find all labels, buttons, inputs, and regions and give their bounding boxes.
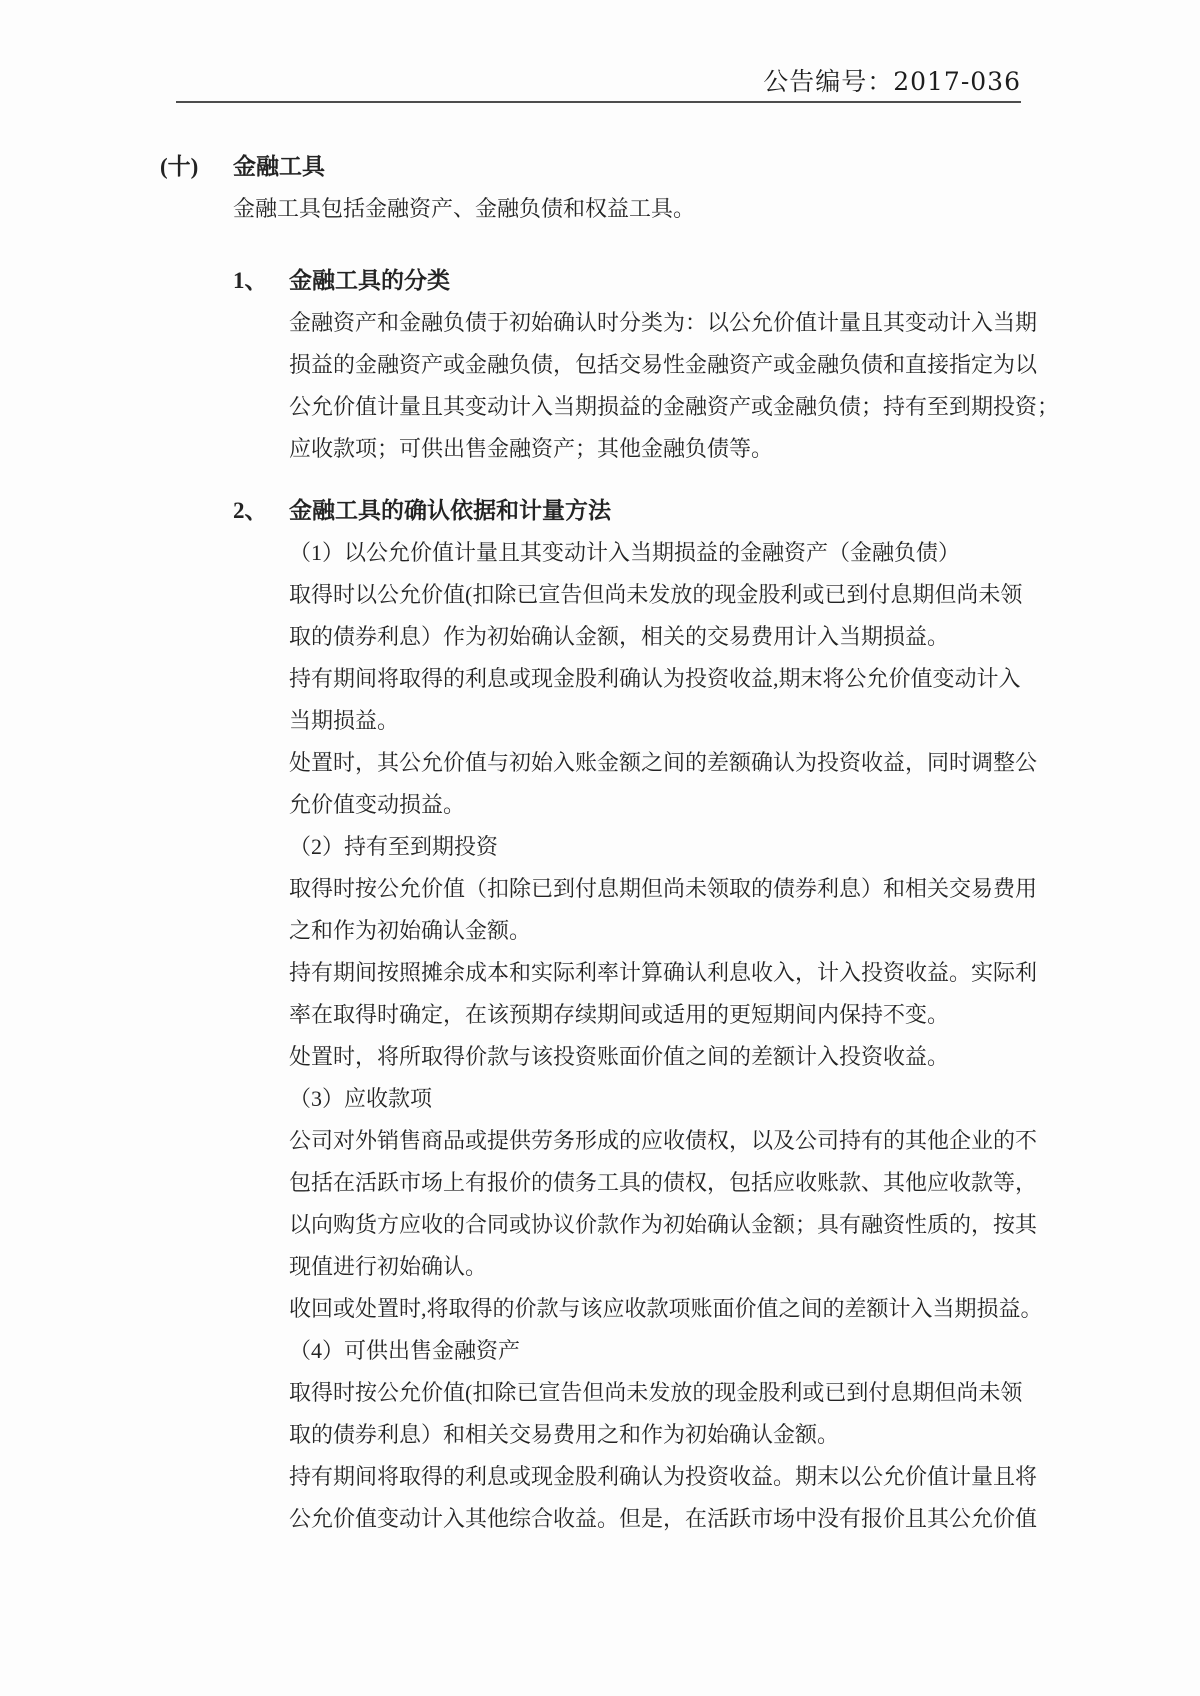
body-line: （1）以公允价值计量且其变动计入当期损益的金融资产（金融负债）: [289, 540, 961, 565]
body-line: 应收款项；可供出售金融资产；其他金融负债等。: [289, 436, 774, 461]
spacer: [0, 230, 1200, 260]
body-line: （2）持有至到期投资: [289, 834, 499, 859]
header-divider: [176, 101, 1021, 103]
document-body: [0, 146, 1200, 1540]
body-line: 包括在活跃市场上有报价的债务工具的债权，包括应收账款、其他应收款等，: [289, 1170, 1038, 1195]
body-line: 持有期间将取得的利息或现金股利确认为投资收益。期末以公允价值计量且将: [289, 1464, 1038, 1489]
body-line: 之和作为初始确认金额。: [289, 918, 532, 943]
body-line: 取得时按公允价值(扣除已宣告但尚未发放的现金股利或已到付息期但尚未领: [289, 1380, 1023, 1405]
body-line: 取的债券利息）作为初始确认金额，相关的交易费用计入当期损益。: [289, 624, 950, 649]
section-intro: 金融工具包括金融资产、金融负债和权益工具。: [233, 196, 696, 221]
body-line: 持有期间按照摊余成本和实际利率计算确认利息收入，计入投资收益。实际利: [289, 960, 1038, 985]
body-line: 公允价值变动计入其他综合收益。但是，在活跃市场中没有报价且其公允价值: [289, 1506, 1038, 1531]
body-line: 取得时以公允价值(扣除已宣告但尚未发放的现金股利或已到付息期但尚未领: [289, 582, 1023, 607]
subsection-1-number: 1、: [233, 268, 268, 293]
body-line: 取得时按公允价值（扣除已到付息期但尚未领取的债券利息）和相关交易费用: [289, 876, 1038, 901]
subsection-1-heading: [0, 260, 1200, 302]
section-heading: [0, 146, 1200, 188]
body-line: 处置时，其公允价值与初始入账金额之间的差额确认为投资收益，同时调整公: [289, 750, 1038, 775]
body-line: 处置时，将所取得价款与该投资账面价值之间的差额计入投资收益。: [289, 1044, 950, 1069]
subsection-2-number: 2、: [233, 498, 268, 523]
body-line: 损益的金融资产或金融负债，包括交易性金融资产或金融负债和直接指定为以: [289, 352, 1038, 377]
announcement-number: 公告编号：2017-036: [763, 67, 1021, 96]
subsection-2-title: 金融工具的确认依据和计量方法: [289, 498, 611, 523]
body-line: 当期损益。: [289, 708, 400, 733]
section-label: (十): [160, 154, 199, 179]
body-line: 现值进行初始确认。: [289, 1254, 488, 1279]
spacer: [0, 470, 1200, 490]
body-line: （3）应收款项: [289, 1086, 433, 1111]
body-line: （4）可供出售金融资产: [289, 1338, 521, 1363]
body-line: 收回或处置时,将取得的价款与该应收款项账面价值之间的差额计入当期损益。: [289, 1296, 1043, 1321]
body-line: 允价值变动损益。: [289, 792, 466, 817]
subsection-2-heading: [0, 490, 1200, 532]
body-line: 率在取得时确定，在该预期存续期间或适用的更短期间内保持不变。: [289, 1002, 950, 1027]
body-line: 公允价值计量且其变动计入当期损益的金融资产或金融负债；持有至到期投资；: [289, 394, 1060, 419]
body-line: 取的债券利息）和相关交易费用之和作为初始确认金额。: [289, 1422, 840, 1447]
body-line: 以向购货方应收的合同或协议价款作为初始确认金额；具有融资性质的，按其: [289, 1212, 1038, 1237]
body-line: 持有期间将取得的利息或现金股利确认为投资收益,期末将公允价值变动计入: [289, 666, 1021, 691]
body-line: 公司对外销售商品或提供劳务形成的应收债权，以及公司持有的其他企业的不: [289, 1128, 1038, 1153]
subsection-1-title: 金融工具的分类: [289, 268, 450, 293]
body-line: 金融资产和金融负债于初始确认时分类为：以公允价值计量且其变动计入当期: [289, 310, 1038, 335]
section-title: 金融工具: [233, 154, 325, 179]
